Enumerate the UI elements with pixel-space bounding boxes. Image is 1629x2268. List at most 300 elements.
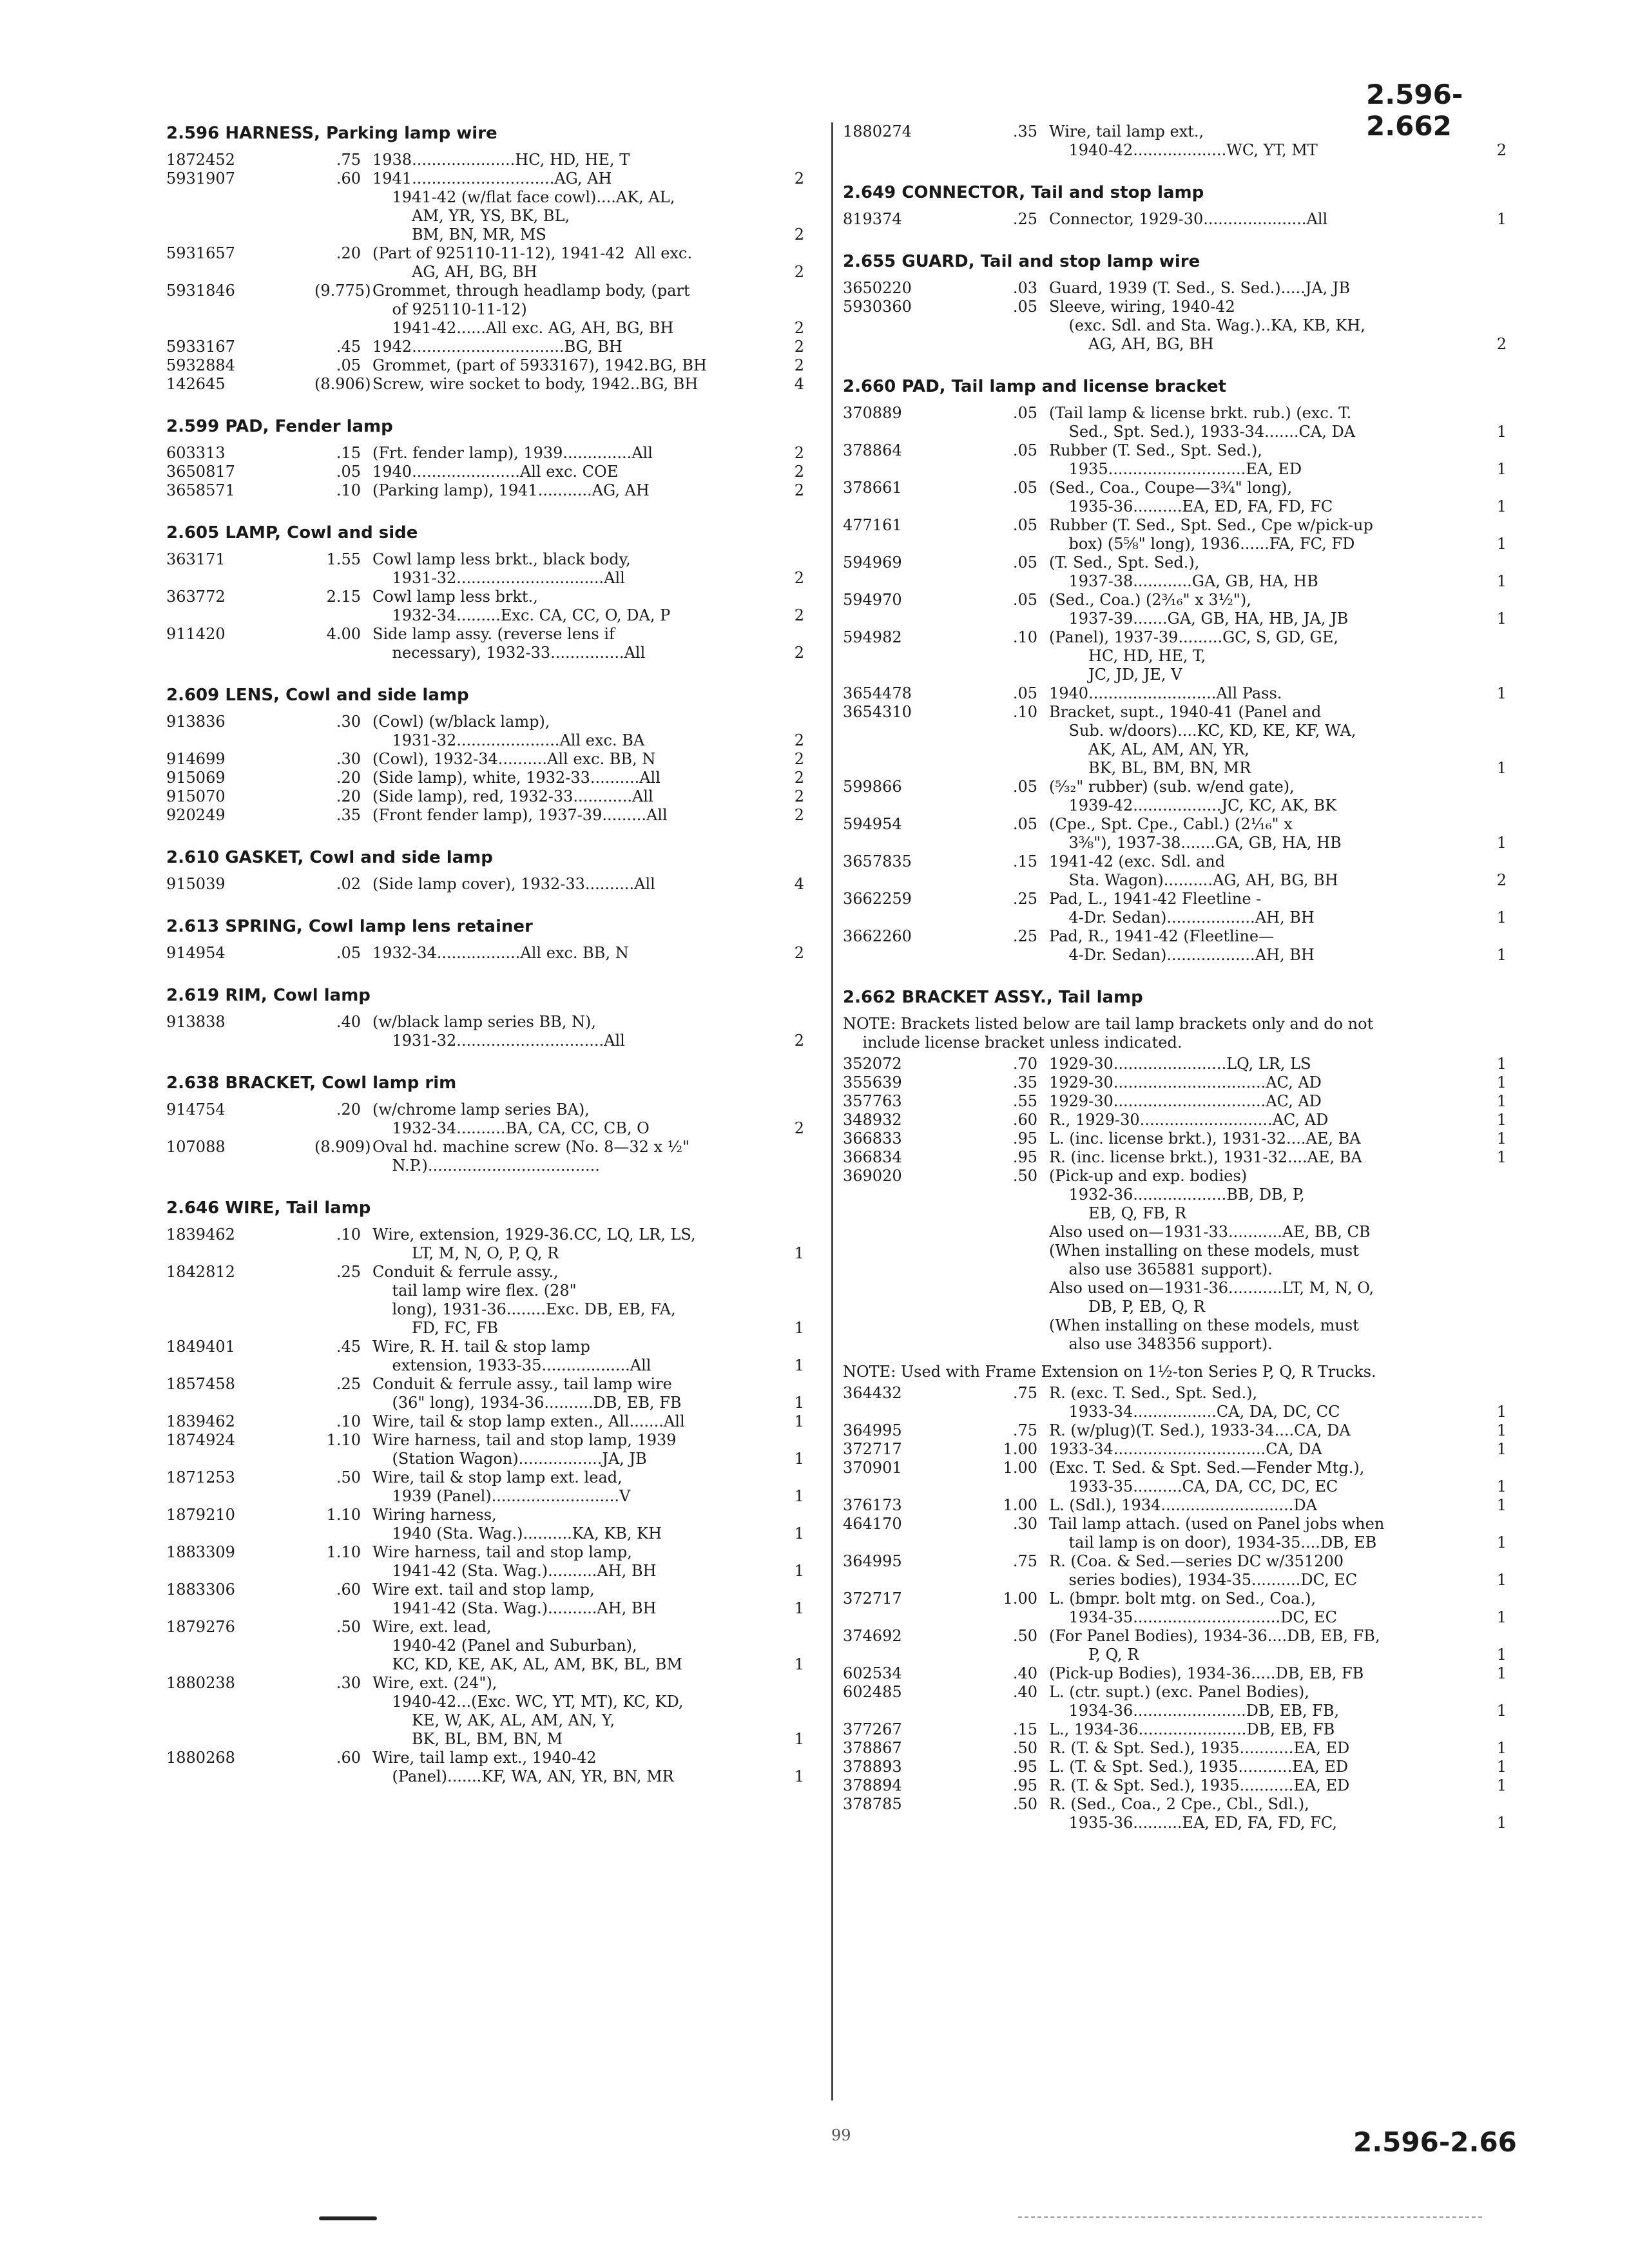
part-entry — [843, 703, 1507, 778]
part-price: .60 — [1012, 1111, 1037, 1129]
part-number: 599866 — [843, 778, 902, 796]
part-price: .30 — [1012, 1515, 1037, 1533]
part-entry — [843, 279, 1507, 298]
part-description: (Frt. fender lamp), 1939..............All — [372, 444, 653, 462]
part-price: .35 — [1012, 1073, 1037, 1091]
page-number: 99 — [831, 2126, 851, 2144]
part-quantity: 1 — [794, 1394, 804, 1412]
part-price: 1.00 — [1003, 1590, 1037, 1608]
part-number: 5930360 — [843, 298, 912, 316]
part-entry — [843, 815, 1507, 852]
part-price: .05 — [1012, 516, 1037, 534]
part-number: 464170 — [843, 1515, 902, 1533]
part-description: (⁵⁄₃₂" rubber) (sub. w/end gate), 1939-42..................JC, KC, AK, BK — [1049, 778, 1337, 814]
part-number: 366834 — [843, 1148, 902, 1166]
section-name: LENS, — [225, 686, 280, 705]
part-number: 378785 — [843, 1795, 902, 1813]
part-quantity: 2 — [794, 569, 804, 587]
part-description: (Pick-up and exp. bodies) 1932-36...................BB, DB, P, EB, Q, FB, R — [1049, 1167, 1305, 1222]
part-number: 372717 — [843, 1440, 902, 1458]
part-quantity: 1 — [1496, 1129, 1507, 1148]
part-quantity: 2 — [794, 606, 804, 624]
part-price: .30 — [336, 1674, 361, 1692]
part-price: .05 — [1012, 815, 1037, 833]
part-entry — [166, 1138, 804, 1175]
part-entry — [166, 1618, 804, 1674]
part-description: L. (T. & Spt. Sed.), 1935...........EA, ED — [1049, 1758, 1349, 1776]
part-price: .75 — [1012, 1384, 1037, 1402]
section-number: 2.646 — [166, 1198, 220, 1218]
section-subtitle: Cowl and side lamp — [309, 848, 493, 867]
part-description: Wiring harness, 1940 (Sta. Wag.)..........KA, KB, KH — [372, 1506, 662, 1542]
part-entry — [843, 122, 1507, 160]
part-number: 378661 — [843, 479, 902, 497]
part-number: 5933167 — [166, 338, 235, 356]
part-price: .15 — [1012, 1720, 1037, 1738]
section-name: CONNECTOR, — [901, 183, 1026, 202]
part-description: (Cowl), 1932-34..........All exc. BB, N — [372, 750, 656, 768]
part-description: Wire, ext. (24"), 1940-42...(Exc. WC, YT, MT), KC, KD, KE, W, AK, AL, AM, AN, Y, BK, BL, BM, BN, M — [372, 1674, 684, 1748]
section-name: HARNESS, — [225, 124, 320, 143]
part-price: .30 — [336, 750, 361, 768]
usage-notes: Also used on—1931-33...........AE, BB, CB (When installing on these models, must also use 365881 support). Also used on—1931-36...........LT, M, N, O, DB, P, EB, Q, R (When installing on these models, must also use 348356 support). — [1049, 1223, 1374, 1353]
part-description: Wire ext. tail and stop lamp, 1941-42 (Sta. Wag.)..........AH, BH — [372, 1581, 657, 1617]
part-price: .10 — [1012, 703, 1037, 721]
section-heading — [843, 251, 1507, 273]
part-number: 594970 — [843, 591, 902, 609]
part-description: (Side lamp), white, 1932-33..........All — [372, 769, 660, 787]
part-entry — [843, 1590, 1507, 1627]
part-quantity: 2 — [794, 644, 804, 662]
part-quantity: 2 — [794, 169, 804, 187]
part-quantity: 1 — [1496, 1092, 1507, 1110]
part-price: .35 — [1012, 122, 1037, 140]
part-description: Wire, tail & stop lamp ext. lead, 1939 (Panel)..........................V — [372, 1468, 631, 1505]
part-quantity: 1 — [1496, 834, 1507, 852]
part-price: .35 — [336, 806, 361, 824]
part-number: 378894 — [843, 1776, 902, 1794]
part-entry — [843, 1421, 1507, 1440]
part-description: Grommet, (part of 5933167), 1942.BG, BH — [372, 356, 707, 374]
part-quantity: 1 — [1496, 1403, 1507, 1421]
part-quantity: 1 — [1496, 1571, 1507, 1589]
part-entry — [843, 1384, 1507, 1421]
part-number: 920249 — [166, 806, 226, 824]
part-number: 364995 — [843, 1421, 902, 1439]
part-quantity: 1 — [1496, 1776, 1507, 1794]
part-quantity: 1 — [1496, 1646, 1507, 1664]
part-description: 1933-34...............................CA, DA — [1049, 1440, 1322, 1458]
part-quantity: 1 — [1496, 1533, 1507, 1552]
section-name: WIRE, — [225, 1198, 281, 1218]
part-price: .50 — [1012, 1795, 1037, 1813]
part-entry — [843, 1739, 1507, 1758]
part-number — [166, 188, 314, 244]
part-entry — [843, 516, 1507, 553]
part-price: .03 — [1012, 279, 1037, 297]
part-number: 1883309 — [166, 1543, 235, 1561]
part-entry — [166, 1581, 804, 1618]
part-description: (Part of 925110-11-12), 1941-42 All exc. AG, AH, BG, BH — [372, 244, 693, 281]
section-subtitle: Tail and stop lamp — [1031, 183, 1204, 202]
part-description: 1940......................All exc. COE — [372, 463, 619, 481]
catalog-section — [166, 916, 804, 963]
part-quantity: 1 — [794, 1356, 804, 1374]
page-range-header: 2.596-2.662 — [1366, 79, 1463, 142]
part-entry — [843, 553, 1507, 591]
part-entry — [843, 1459, 1507, 1496]
part-price: .15 — [1012, 852, 1037, 870]
part-quantity: 1 — [1496, 908, 1507, 927]
part-number: 363772 — [166, 588, 226, 606]
part-entry — [166, 356, 804, 375]
part-price: .10 — [336, 1225, 361, 1244]
part-number: 5931657 — [166, 244, 235, 262]
catalog-section — [843, 122, 1507, 160]
part-description: Wire, extension, 1929-36.CC, LQ, LR, LS, LT, M, N, O, P, Q, R — [372, 1225, 696, 1262]
part-number: 1839462 — [166, 1225, 235, 1244]
bottom-rule — [1018, 2216, 1482, 2218]
catalog-section — [843, 376, 1507, 965]
part-entry — [843, 1627, 1507, 1664]
section-heading — [166, 684, 804, 706]
part-entry — [166, 463, 804, 481]
part-price: .20 — [336, 244, 361, 262]
part-entry — [843, 1664, 1507, 1683]
part-entry — [166, 169, 804, 188]
part-price: .10 — [1012, 628, 1037, 646]
part-number: 1839462 — [166, 1412, 235, 1430]
part-description: (T. Sed., Spt. Sed.), 1937-38............GA, GB, HA, HB — [1049, 553, 1318, 590]
part-quantity: 1 — [1496, 497, 1507, 515]
part-number: 603313 — [166, 444, 226, 462]
part-entry — [166, 1749, 804, 1786]
part-price: .10 — [336, 481, 361, 499]
part-quantity: 2 — [794, 944, 804, 962]
part-entry — [843, 890, 1507, 927]
part-quantity: 1 — [1496, 1148, 1507, 1166]
part-description: Cowl lamp less brkt., black body, 1931-32..............................All — [372, 550, 631, 587]
part-description: Rubber (T. Sed., Spt. Sed.), 1935............................EA, ED — [1049, 441, 1302, 478]
part-quantity: 1 — [794, 1655, 804, 1673]
part-quantity: 1 — [794, 1730, 804, 1748]
part-entry — [166, 1100, 804, 1138]
part-description: (Tail lamp & license brkt. rub.) (exc. T. Sed., Spt. Sed.), 1933-34.......CA, DA — [1049, 404, 1356, 441]
part-description: (Side lamp cover), 1932-33..........All — [372, 875, 655, 893]
part-number: 819374 — [843, 210, 902, 228]
part-quantity: 2 — [794, 263, 804, 281]
part-number: 372717 — [843, 1590, 902, 1608]
part-quantity: 1 — [794, 1412, 804, 1430]
part-entry — [843, 298, 1507, 354]
part-quantity: 1 — [1496, 759, 1507, 777]
part-description: 1929-30...............................AC, AD — [1049, 1092, 1322, 1110]
part-entry — [843, 210, 1507, 229]
part-number: 107088 — [166, 1138, 226, 1156]
catalog-section — [166, 122, 804, 394]
part-price: .05 — [336, 944, 361, 962]
page-range-footer: 2.596-2.66 — [1353, 2126, 1517, 2158]
part-description: Oval hd. machine screw (No. 8—32 x ½" N.P.)................................... — [372, 1138, 690, 1175]
part-price: .05 — [1012, 684, 1037, 702]
part-entry — [166, 1338, 804, 1375]
part-price: 4.00 — [326, 625, 361, 643]
part-price: .30 — [336, 713, 361, 731]
catalog-section — [166, 684, 804, 825]
part-price: .95 — [1012, 1758, 1037, 1776]
section-heading — [166, 1197, 804, 1219]
part-quantity: 1 — [1496, 1814, 1507, 1832]
part-number: 1871253 — [166, 1468, 235, 1486]
part-price: .25 — [336, 1375, 361, 1393]
part-price: .25 — [1012, 890, 1037, 908]
part-price: .05 — [1012, 404, 1037, 422]
part-quantity: 2 — [1496, 871, 1507, 889]
part-description: Screw, wire socket to body, 1942..BG, BH — [372, 375, 699, 393]
part-description: Rubber (T. Sed., Spt. Sed., Cpe w/pick-up box) (5⅝" long), 1936......FA, FC, FD — [1049, 516, 1373, 553]
section-name: SPRING, — [225, 917, 303, 936]
part-entry — [166, 1506, 804, 1543]
part-description: R. (exc. T. Sed., Spt. Sed.), 1933-34.................CA, DA, DC, CC — [1049, 1384, 1340, 1421]
part-description: (Sed., Coa.) (2³⁄₁₆" x 3½"), 1937-39.......GA, GB, HA, HB, JA, JB — [1049, 591, 1349, 628]
part-entry — [843, 684, 1507, 703]
part-description: (Sed., Coa., Coupe—3¾" long), 1935-36..........EA, ED, FA, FD, FC — [1049, 479, 1333, 515]
part-number: 3654478 — [843, 684, 912, 702]
part-quantity: 1 — [794, 1599, 804, 1617]
part-entry — [166, 338, 804, 356]
part-price: 1.00 — [1003, 1440, 1037, 1458]
part-quantity: 1 — [1496, 210, 1507, 228]
part-entry — [843, 1129, 1507, 1148]
part-price: 1.00 — [1003, 1459, 1037, 1477]
part-price: (9.775) — [314, 282, 371, 300]
part-number: 364432 — [843, 1384, 902, 1402]
part-description: 1941-42 (w/flat face cowl)....AK, AL, AM, YR, YS, BK, BL, BM, BN, MR, MS — [392, 188, 675, 244]
part-price: .02 — [336, 875, 361, 893]
part-price: .60 — [336, 169, 361, 187]
part-price: .50 — [1012, 1627, 1037, 1645]
part-quantity: 4 — [794, 875, 804, 893]
right-column — [843, 122, 1507, 1854]
section-subtitle: Cowl and side — [287, 523, 418, 543]
part-price: .95 — [1012, 1148, 1037, 1166]
part-price: .25 — [1012, 927, 1037, 945]
part-quantity: 1 — [794, 1244, 804, 1262]
section-number: 2.599 — [166, 417, 220, 436]
part-number: 142645 — [166, 375, 226, 393]
part-entry — [843, 1055, 1507, 1073]
part-entry — [843, 1515, 1507, 1552]
section-number: 2.610 — [166, 848, 220, 867]
section-number: 2.662 — [843, 988, 896, 1007]
part-entry — [166, 1375, 804, 1412]
part-price: .25 — [336, 1263, 361, 1281]
part-quantity: 2 — [794, 731, 804, 749]
part-price: (8.909) — [314, 1138, 371, 1156]
part-quantity: 1 — [1496, 1073, 1507, 1091]
catalog-section — [843, 251, 1507, 354]
part-number: 378867 — [843, 1739, 902, 1757]
part-number: 1849401 — [166, 1338, 235, 1356]
part-number: 594954 — [843, 815, 902, 833]
part-description: L. (Sdl.), 1934...........................DA — [1049, 1496, 1317, 1514]
part-entry — [166, 481, 804, 500]
section-subtitle: Cowl lamp — [273, 986, 371, 1005]
part-quantity: 4 — [794, 375, 804, 393]
part-price: .60 — [336, 1749, 361, 1767]
section-subtitle: Fender lamp — [275, 417, 393, 436]
part-price: .10 — [336, 1412, 361, 1430]
section-number: 2.660 — [843, 377, 896, 396]
part-entry — [166, 1225, 804, 1263]
section-heading — [166, 1072, 804, 1094]
part-price: .05 — [336, 463, 361, 481]
part-price: .20 — [336, 769, 361, 787]
part-number: 477161 — [843, 516, 902, 534]
part-description: L. (ctr. supt.) (exc. Panel Bodies), 1934-36.......................DB, EB, FB, — [1049, 1683, 1340, 1720]
part-number: 3658571 — [166, 481, 235, 499]
part-number: 355639 — [843, 1073, 902, 1091]
catalog-section — [166, 1197, 804, 1786]
part-description: Wire, R. H. tail & stop lamp extension, 1933-35..................All — [372, 1338, 651, 1374]
section-number: 2.638 — [166, 1073, 220, 1093]
part-description: 1942...............................BG, BH — [372, 338, 622, 356]
part-quantity: 2 — [794, 1032, 804, 1050]
part-quantity: 2 — [794, 356, 804, 374]
part-number: 914754 — [166, 1100, 226, 1119]
section-note: NOTE: Brackets listed below are tail lamp brackets only and do not include license bracket unless indicated. — [843, 1015, 1374, 1052]
part-description: (Side lamp), red, 1932-33............All — [372, 787, 653, 805]
part-price: .75 — [1012, 1421, 1037, 1439]
part-description: Wire harness, tail and stop lamp, 1941-42 (Sta. Wag.)..........AH, BH — [372, 1543, 657, 1580]
catalog-section — [166, 1072, 804, 1175]
part-entry — [166, 550, 804, 588]
section-number: 2.613 — [166, 917, 220, 936]
part-price: .50 — [1012, 1739, 1037, 1757]
part-description: R., 1929-30...........................AC, AD — [1049, 1111, 1329, 1129]
part-description: Pad, R., 1941-42 (Fleetline— 4-Dr. Sedan)..................AH, BH — [1049, 927, 1315, 964]
part-entry — [843, 404, 1507, 441]
part-description: 1941.............................AG, AH — [372, 169, 612, 187]
part-number: 378864 — [843, 441, 902, 459]
section-heading — [843, 182, 1507, 204]
part-description: Side lamp assy. (reverse lens if necessary), 1932-33...............All — [372, 625, 646, 662]
section-subtitle: Cowl lamp rim — [322, 1073, 457, 1093]
part-description: Wire harness, tail and stop lamp, 1939 (Station Wagon).................JA, JB — [372, 1431, 677, 1468]
part-price: .15 — [336, 444, 361, 462]
part-price: 2.15 — [326, 588, 361, 606]
part-description: (Panel), 1937-39.........GC, S, GD, GE, HC, HD, HE, T, JC, JD, JE, V — [1049, 628, 1339, 684]
part-price: .05 — [1012, 298, 1037, 316]
part-entry — [166, 787, 804, 806]
part-entry — [166, 769, 804, 787]
part-entry — [843, 441, 1507, 479]
part-number: 913836 — [166, 713, 226, 731]
section-number: 2.605 — [166, 523, 220, 543]
part-description: Sleeve, wiring, 1940-42 (exc. Sdl. and Sta. Wag.)..KA, KB, KH, AG, AH, BG, BH — [1049, 298, 1365, 353]
part-entry — [166, 875, 804, 894]
part-quantity: 1 — [794, 1562, 804, 1580]
section-subtitle: Parking lamp wire — [325, 124, 497, 143]
part-number: 602534 — [843, 1664, 902, 1682]
part-entry — [843, 1776, 1507, 1795]
part-description: 1941-42 (exc. Sdl. and Sta. Wagon)..........AG, AH, BG, BH — [1049, 852, 1338, 889]
part-number: 915069 — [166, 769, 226, 787]
part-price: .55 — [1012, 1092, 1037, 1110]
catalog-section — [166, 522, 804, 662]
part-number: 348932 — [843, 1111, 902, 1129]
part-entry — [843, 1440, 1507, 1459]
part-quantity: 2 — [1496, 335, 1507, 353]
catalog-section — [843, 986, 1507, 1832]
part-quantity: 1 — [1496, 1421, 1507, 1439]
catalog-section — [166, 416, 804, 500]
part-number: 363171 — [166, 550, 226, 568]
section-number: 2.655 — [843, 252, 896, 271]
part-quantity: 1 — [794, 1767, 804, 1785]
part-description: (w/black lamp series BB, N), 1931-32..............................All — [372, 1013, 625, 1050]
part-entry — [843, 1758, 1507, 1776]
part-description: (Pick-up Bodies), 1934-36.....DB, EB, FB — [1049, 1664, 1364, 1682]
part-quantity: 1 — [794, 1524, 804, 1542]
part-price: .45 — [336, 338, 361, 356]
left-column — [166, 122, 804, 1808]
part-description: R. (inc. license brkt.), 1931-32....AE, BA — [1049, 1148, 1362, 1166]
section-subtitle: Tail lamp — [1058, 988, 1143, 1007]
part-price: .20 — [336, 1100, 361, 1119]
part-entry — [843, 1496, 1507, 1515]
part-price: .40 — [1012, 1664, 1037, 1682]
part-entry — [843, 1073, 1507, 1092]
part-entry — [166, 151, 804, 169]
part-price: .25 — [1012, 210, 1037, 228]
part-number: 3650817 — [166, 463, 235, 481]
part-entry — [843, 1092, 1507, 1111]
part-price: .40 — [336, 1013, 361, 1031]
part-number: 1880238 — [166, 1674, 235, 1692]
part-price: .05 — [1012, 553, 1037, 572]
part-number: 374692 — [843, 1627, 902, 1645]
part-entry — [166, 1468, 804, 1506]
part-description: Wire, tail lamp ext., 1940-42 (Panel).......KF, WA, AN, YR, BN, MR — [372, 1749, 674, 1785]
section-heading — [166, 122, 804, 144]
part-description: Wire, ext. lead, 1940-42 (Panel and Suburban), KC, KD, KE, AK, AL, AM, BK, BL, BM — [372, 1618, 682, 1673]
part-entry — [166, 1431, 804, 1468]
part-description: 1938.....................HC, HD, HE, T — [372, 151, 630, 169]
part-entry — [166, 1013, 804, 1050]
part-entry — [843, 852, 1507, 890]
part-number: 911420 — [166, 625, 226, 643]
part-entry — [166, 244, 804, 282]
part-description: Guard, 1939 (T. Sed., S. Sed.).....JA, JB — [1049, 279, 1351, 297]
part-price: 1.00 — [1003, 1496, 1037, 1514]
part-quantity: 1 — [1496, 1055, 1507, 1073]
part-quantity: 1 — [1496, 1758, 1507, 1776]
part-price: .75 — [1012, 1552, 1037, 1570]
part-quantity: 2 — [794, 444, 804, 462]
part-description: Conduit & ferrule assy., tail lamp wire flex. (28" long), 1931-36........Exc. DB, EB, FA, FD, FC, FB — [372, 1263, 676, 1337]
part-price: .70 — [1012, 1055, 1037, 1073]
part-description: Bracket, supt., 1940-41 (Panel and Sub. w/doors)....KC, KD, KE, KF, WA, AK, AL, AM, AN, YR, BK, BL, BM, BN, MR — [1049, 703, 1356, 777]
column-divider — [831, 122, 833, 2100]
section-name: PAD, — [901, 377, 946, 396]
part-number: 915039 — [166, 875, 226, 893]
part-quantity: 1 — [1496, 1702, 1507, 1720]
part-description: (Parking lamp), 1941...........AG, AH — [372, 481, 650, 499]
section-name: PAD, — [225, 417, 269, 436]
part-description: R. (T. & Spt. Sed.), 1935...........EA, ED — [1049, 1776, 1350, 1794]
part-price: .05 — [1012, 479, 1037, 497]
